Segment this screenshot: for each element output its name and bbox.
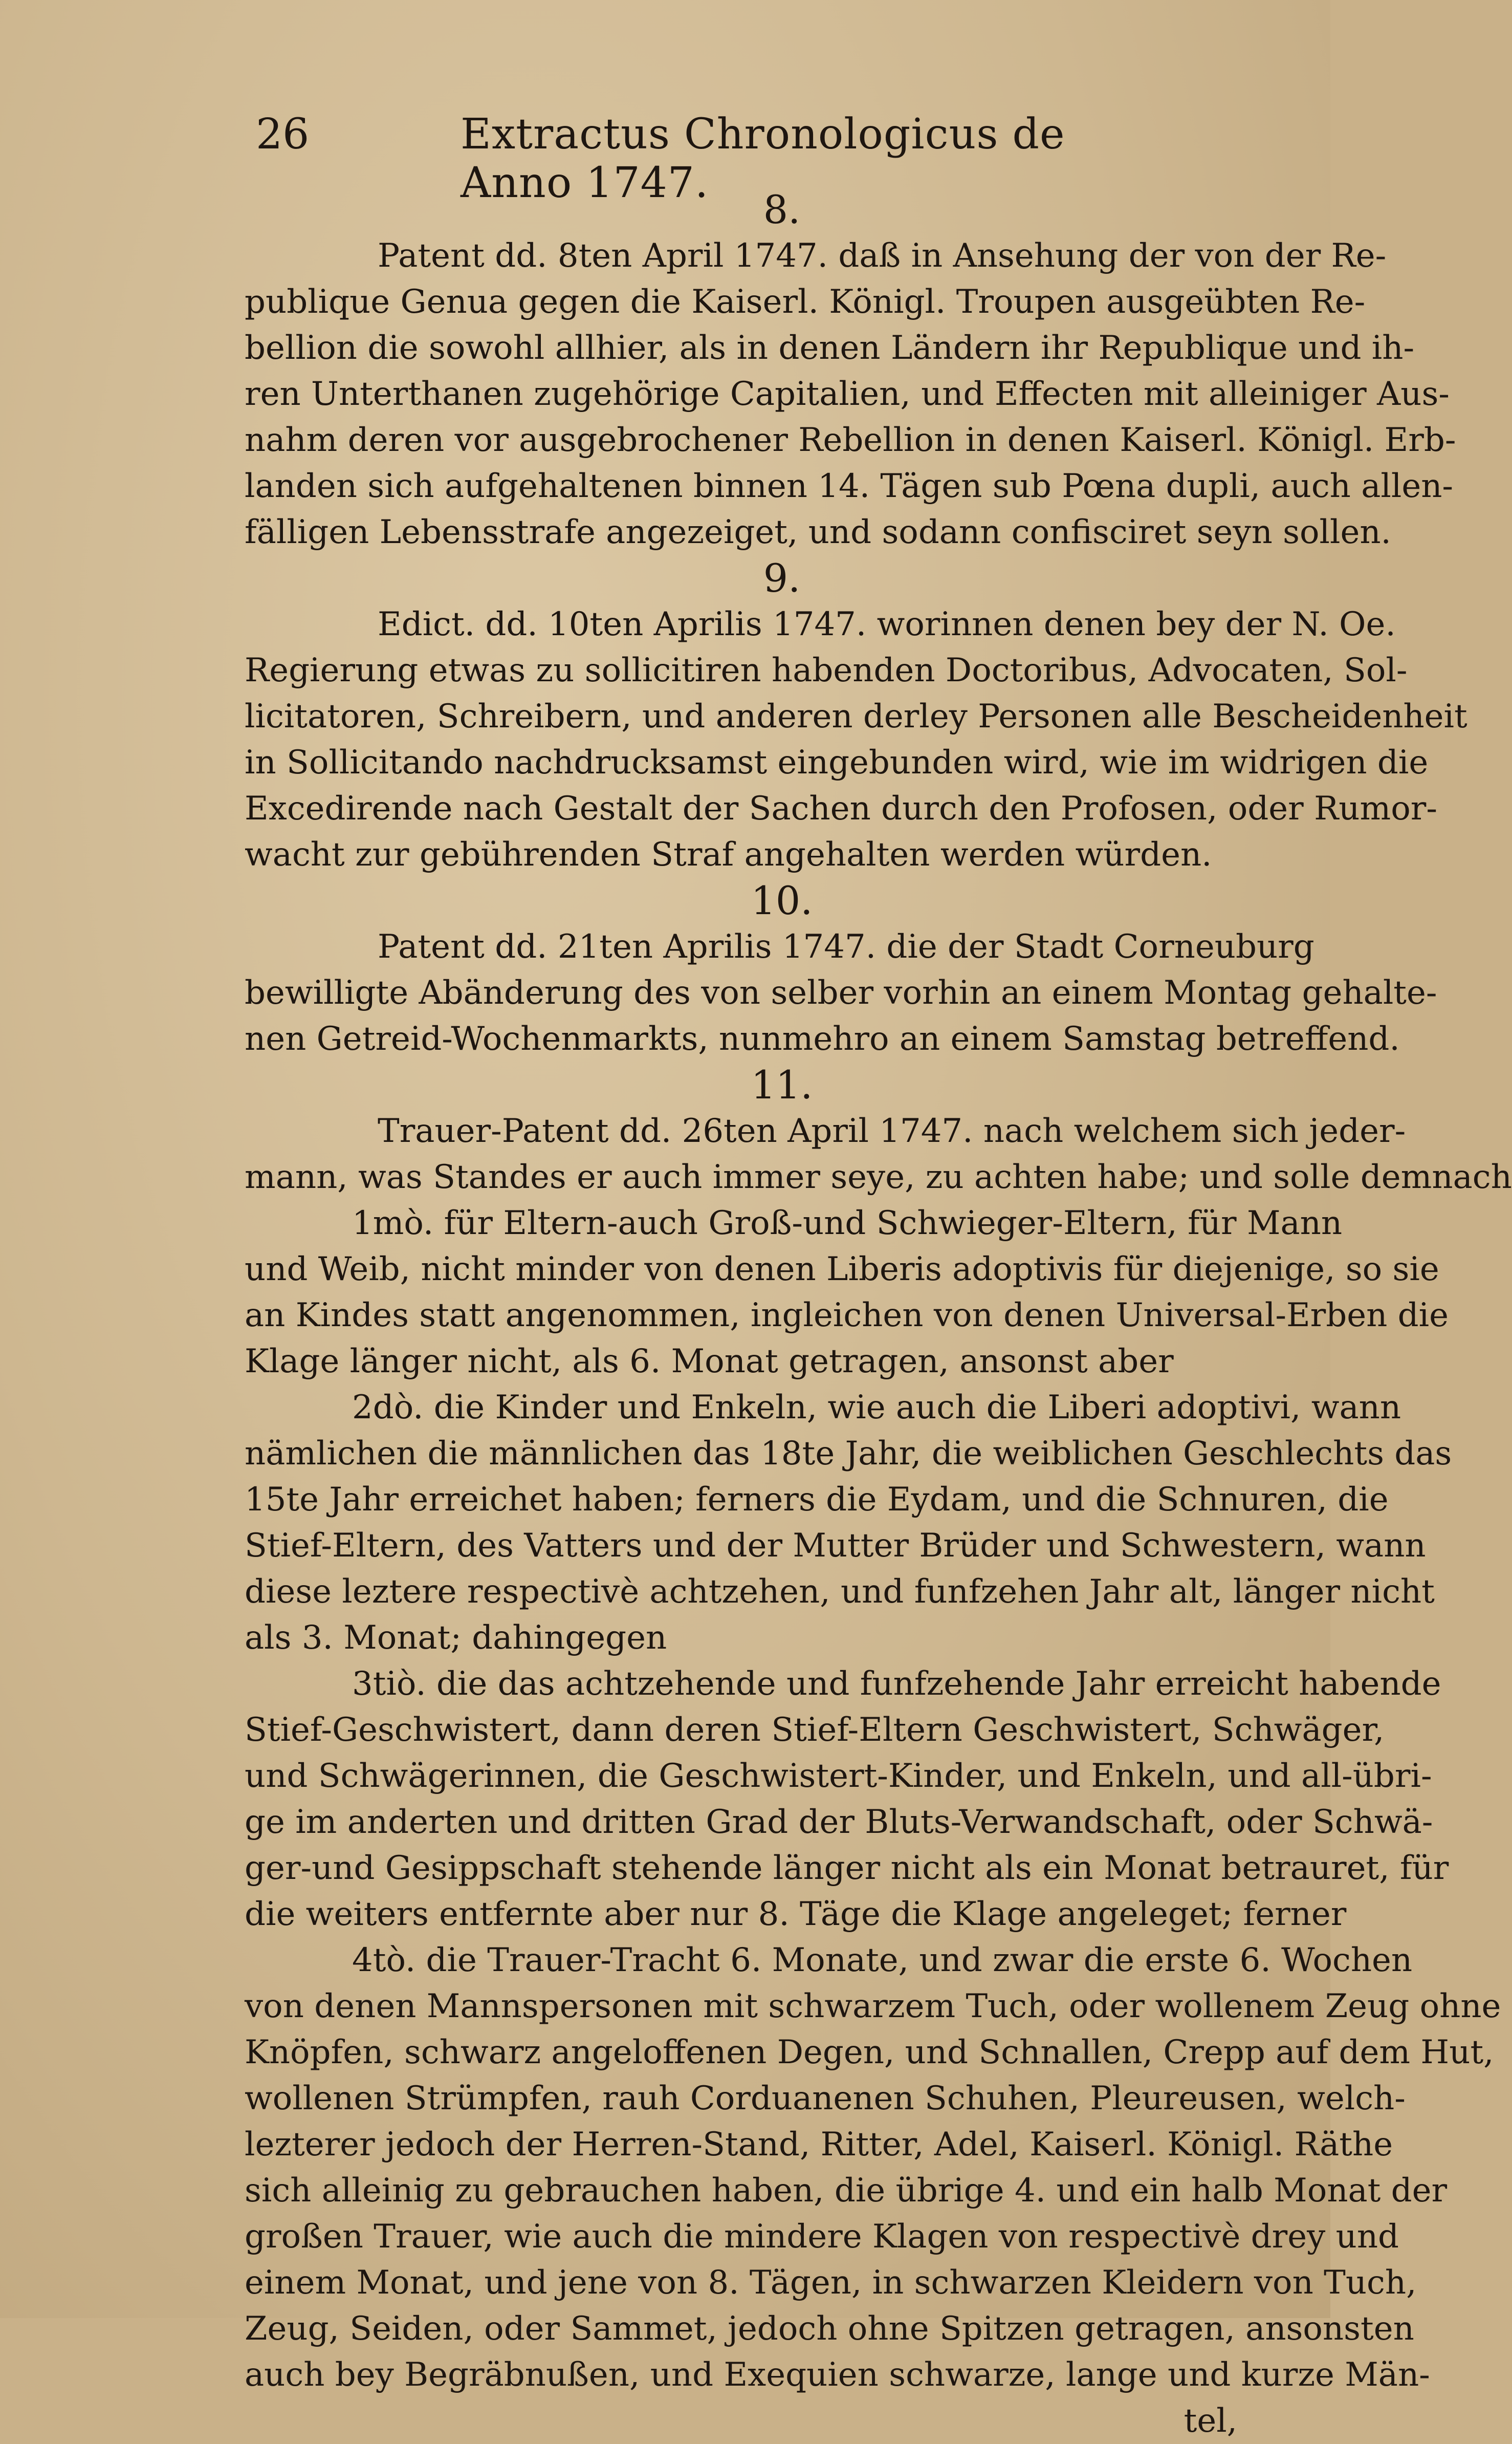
text-line: Zeug, Seiden, oder Sammet, jedoch ohne Spitzen getragen, ansonsten — [245, 2310, 1414, 2348]
text-line: Patent dd. 21ten Aprilis 1747. die der Stadt Corneuburg — [378, 928, 1314, 966]
text-line: als 3. Monat; dahingegen — [245, 1619, 667, 1657]
text-line: Patent dd. 8ten April 1747. daß in Ansehung der von der Re- — [378, 237, 1387, 275]
text-line: und Weib, nicht minder von denen Liberis adoptivis für diejenige, so sie — [245, 1250, 1439, 1288]
text-line: und Schwägerinnen, die Geschwistert-Kinder, und Enkeln, und all-übri- — [245, 1757, 1432, 1795]
text-line: ge im anderten und dritten Grad der Bluts-Verwandschaft, oder Schwä- — [245, 1803, 1433, 1841]
text-line: von denen Mannspersonen mit schwarzem Tuch, oder wollenem Zeug ohne — [245, 1987, 1501, 2025]
text-line: 1mò. für Eltern-auch Groß-und Schwieger-Eltern, für Mann — [352, 1204, 1343, 1242]
running-head: Extractus Chronologicus de Anno 1747. — [461, 110, 1065, 207]
text-line: an Kindes statt angenommen, ingleichen von denen Universal-Erben die — [245, 1296, 1449, 1334]
text-line: Edict. dd. 10ten Aprilis 1747. worinnen denen bey der N. Oe. — [378, 605, 1396, 643]
section-number-11: 11. — [751, 1062, 813, 1108]
text-line: wollenen Strümpfen, rauh Corduanenen Schuhen, Pleureusen, welch- — [245, 2080, 1406, 2117]
text-line: diese leztere respectivè achtzehen, und funfzehen Jahr alt, länger nicht — [245, 1573, 1435, 1611]
text-line: mann, was Standes er auch immer seye, zu achten habe; und solle demnach — [245, 1158, 1512, 1196]
text-line: 4tò. die Trauer-Tracht 6. Monate, und zwar die erste 6. Wochen — [352, 1941, 1413, 1979]
text-line: landen sich aufgehaltenen binnen 14. Tägen sub Pœna dupli, auch allen- — [245, 467, 1454, 505]
text-line: nämlichen die männlichen das 18te Jahr, die weiblichen Geschlechts das — [245, 1435, 1452, 1473]
text-line: fälligen Lebensstrafe angezeiget, und sodann confisciret seyn sollen. — [245, 513, 1391, 551]
text-line: ren Unterthanen zugehörige Capitalien, und Effecten mit alleiniger Aus- — [245, 375, 1450, 413]
catchword: tel, — [1184, 2402, 1237, 2440]
section-11-text — [245, 1108, 1512, 2398]
text-line: Knöpfen, schwarz angeloffenen Degen, und Schnallen, Crepp auf dem Hut, — [245, 2034, 1494, 2071]
text-line: großen Trauer, wie auch die mindere Klagen von respectivè drey und — [245, 2218, 1399, 2256]
section-number-8: 8. — [763, 187, 801, 232]
section-9-text — [245, 601, 1467, 878]
text-line: Stief-Geschwistert, dann deren Stief-Eltern Geschwistert, Schwäger, — [245, 1711, 1385, 1749]
text-line: 15te Jahr erreichet haben; ferners die Eydam, und die Schnuren, die — [245, 1481, 1389, 1519]
text-line: lezterer jedoch der Herren-Stand, Ritter, Adel, Kaiserl. Königl. Räthe — [245, 2126, 1393, 2164]
text-line: wacht zur gebührenden Straf angehalten werden würden. — [245, 836, 1212, 874]
section-10-text — [245, 924, 1437, 1062]
text-line: einem Monat, und jene von 8. Tägen, in schwarzen Kleidern von Tuch, — [245, 2264, 1417, 2302]
section-number-10: 10. — [751, 878, 813, 923]
text-line: Regierung etwas zu sollicitiren habenden Doctoribus, Advocaten, Sol- — [245, 652, 1408, 689]
text-line: 3tiò. die das achtzehende und funfzehende Jahr erreicht habende — [352, 1665, 1441, 1703]
text-line: Trauer-Patent dd. 26ten April 1747. nach welchem sich jeder- — [378, 1112, 1406, 1150]
text-line: Stief-Eltern, des Vatters und der Mutter Brüder und Schwestern, wann — [245, 1527, 1426, 1565]
page-body — [245, 187, 1512, 2444]
text-line: nahm deren vor ausgebrochener Rebellion in denen Kaiserl. Königl. Erb- — [245, 421, 1456, 459]
text-line: Excedirende nach Gestalt der Sachen durch den Profosen, oder Rumor- — [245, 790, 1437, 828]
text-line: bewilligte Abänderung des von selber vorhin an einem Montag gehalte- — [245, 974, 1437, 1012]
text-line: ger-und Gesippschaft stehende länger nicht als ein Monat betrauret, für — [245, 1849, 1449, 1887]
text-line: in Sollicitando nachdrucksamst eingebunden wird, wie im widrigen die — [245, 744, 1429, 782]
page-header — [256, 110, 1167, 207]
text-line: 2dò. die Kinder und Enkeln, wie auch die Liberi adoptivi, wann — [352, 1389, 1401, 1426]
page-number: 26 — [256, 110, 310, 159]
text-line: Klage länger nicht, als 6. Monat getragen, ansonst aber — [245, 1343, 1174, 1380]
text-line: nen Getreid-Wochenmarkts, nunmehro an einem Samstag betreffend. — [245, 1020, 1400, 1058]
section-8-text — [245, 233, 1456, 555]
text-line: licitatoren, Schreibern, und anderen derley Personen alle Bescheidenheit — [245, 698, 1467, 736]
text-line: publique Genua gegen die Kaiserl. Königl. Troupen ausgeübten Re- — [245, 283, 1366, 321]
section-number-9: 9. — [763, 555, 801, 601]
text-line: sich alleinig zu gebrauchen haben, die übrige 4. und ein halb Monat der — [245, 2172, 1448, 2210]
text-line: die weiters entfernte aber nur 8. Täge die Klage angeleget; ferner — [245, 1895, 1347, 1933]
text-line: bellion die sowohl allhier, als in denen Ländern ihr Republique und ih- — [245, 329, 1415, 367]
text-line: auch bey Begräbnußen, und Exequien schwarze, lange und kurze Män- — [245, 2356, 1430, 2394]
